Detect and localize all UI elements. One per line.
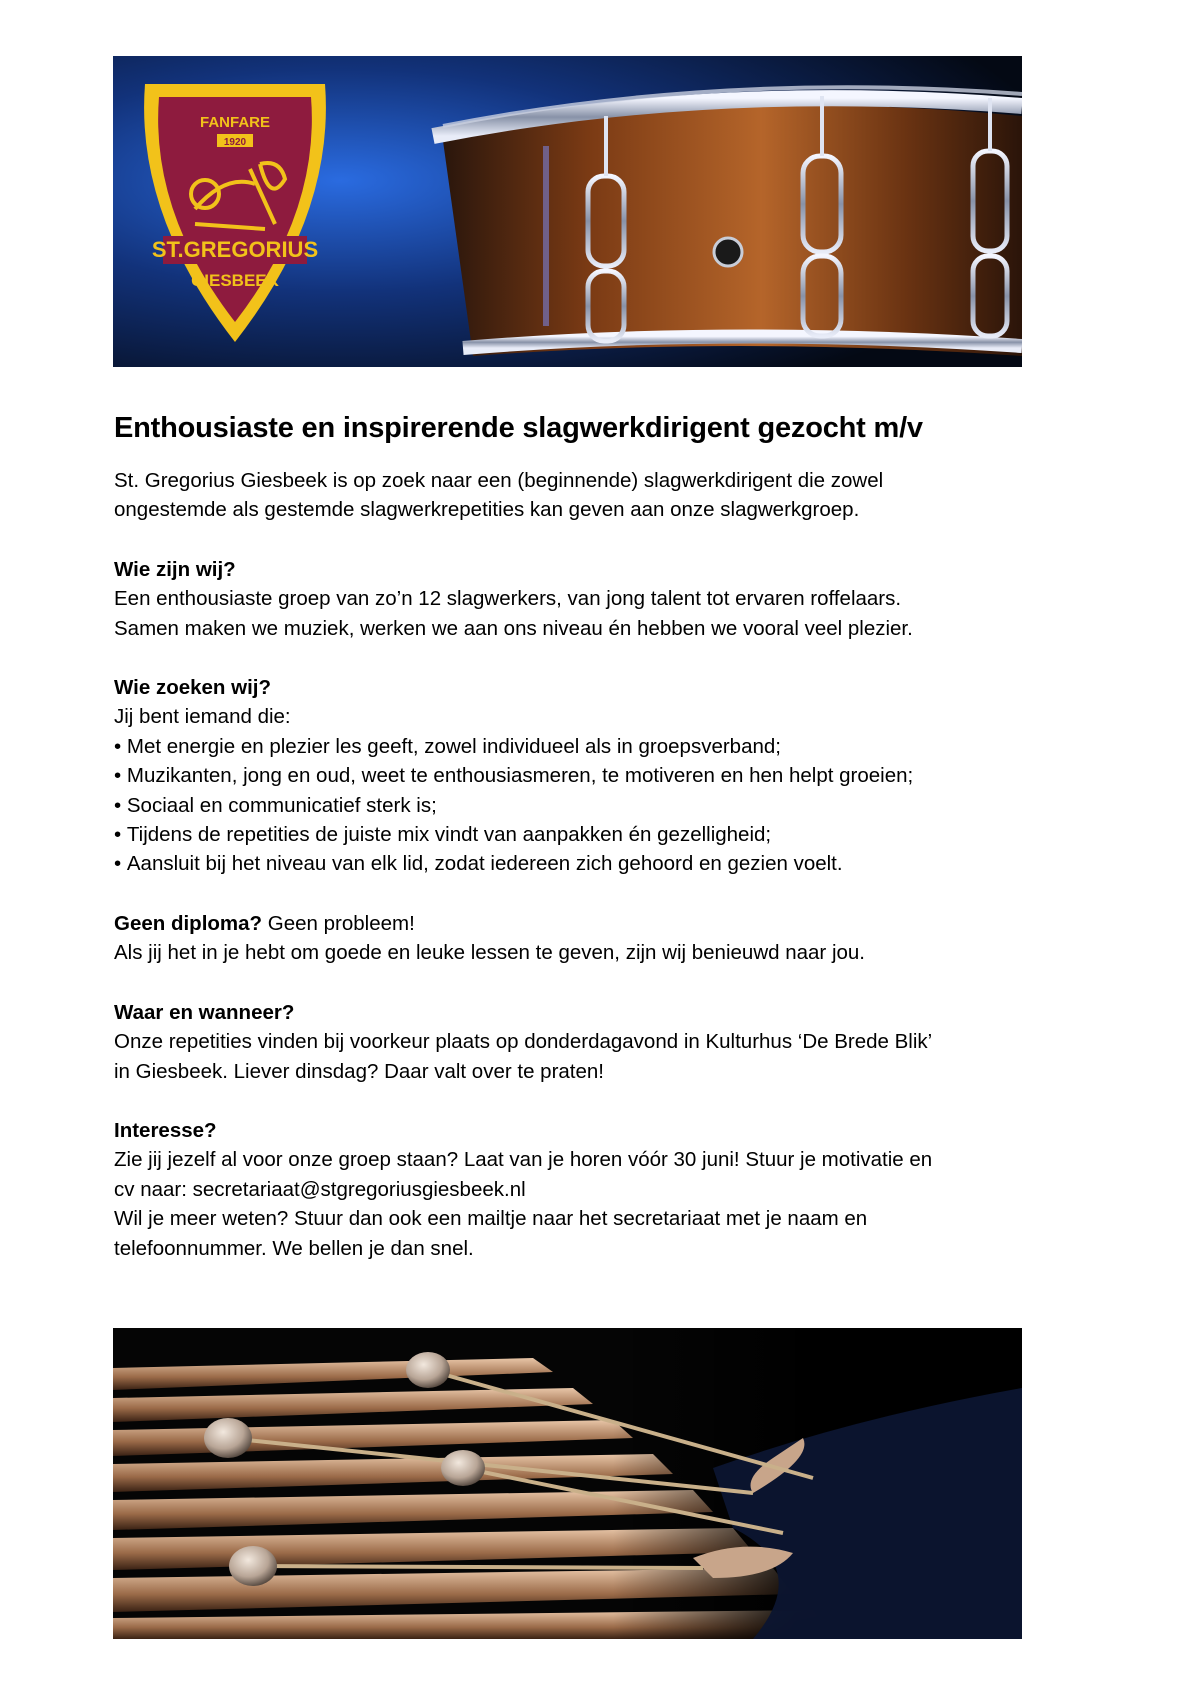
- interest-section: Interesse? Zie jij jezelf al voor onze groep staan? Laat van je horen vóór 30 juni! Stuur je motivatie en cv naar: secretariaat@stgregoriusgiesbeek.nl Wil je meer weten? Stuur dan ook een mailtje naar het secretariaat met je naam en telefoonnummer. We bellen je dan snel.: [114, 1116, 1014, 1263]
- list-item: • Tijdens de repetities de juiste mix vindt van aanpakken én gezelligheid;: [114, 820, 1014, 849]
- list-item: • Muzikanten, jong en oud, weet te enthousiasmeren, te motiveren en hen helpt groeien;: [114, 761, 1014, 790]
- list-item: • Sociaal en communicatief sterk is;: [114, 791, 1014, 820]
- vacancy-text: [114, 400, 1014, 1293]
- list-item: • Met energie en plezier les geeft, zowel individueel als in groepsverband;: [114, 732, 1014, 761]
- who-we-seek-section: Wie zoeken wij? Jij bent iemand die: • Met energie en plezier les geeft, zowel individueel als in groepsverband; • Muzikanten, jong en oud, weet te enthousiasmeren, te motiveren en hen helpt groeien; • Sociaal en communicatief sterk is; • Tijdens de repetities de juiste mix vindt van aanpakken én gezelligheid; • Aansluit bij het niveau van elk lid, zodat iedereen zich gehoord en gezien voelt.: [114, 673, 1014, 879]
- list-item: • Aansluit bij het niveau van elk lid, zodat iedereen zich gehoord en gezien voelt.: [114, 849, 1014, 878]
- intro-paragraph: St. Gregorius Giesbeek is op zoek naar een (beginnende) slagwerkdirigent die zowel ongestemde als gestemde slagwerkrepetities kan geven aan onze slagwerkgroep.: [114, 469, 884, 522]
- diploma-section: Geen diploma? Geen probleem! Als jij het in je hebt om goede en leuke lessen te geven, zijn wij benieuwd naar jou.: [114, 911, 865, 965]
- where-when-section: Waar en wanneer? Onze repetities vinden bij voorkeur plaats op donderdagavond in Kulturhus ‘De Brede Blik’ in Giesbeek. Liever dinsdag? Daar valt over te praten!: [114, 998, 1014, 1086]
- section-heading: Wie zoeken wij?: [114, 676, 272, 700]
- who-we-are-section: Wie zijn wij? Een enthousiaste groep van zo’n 12 slagwerkers, van jong talent tot ervaren roffelaars. Samen maken we muziek, werken we aan ons niveau én hebben we vooral veel plezier.: [114, 555, 1014, 643]
- marimba-photo: [113, 1328, 1022, 1639]
- st-gregorius-logo: [125, 64, 345, 354]
- section-heading: Waar en wanneer?: [114, 1000, 295, 1024]
- page-title: Enthousiaste en inspirerende slagwerkdirigent gezocht m/v: [114, 412, 923, 444]
- logo-year-text: 1920: [223, 137, 247, 148]
- logo-fanfare-text: FANFARE: [199, 114, 271, 131]
- section-heading: Interesse?: [114, 1118, 217, 1142]
- section-heading: Wie zijn wij?: [114, 557, 236, 581]
- logo-name-text: ST.GREGORIUS: [151, 237, 319, 262]
- contact-email[interactable]: cv naar: secretariaat@stgregoriusgiesbeek.nl: [114, 1177, 526, 1201]
- logo-place-text: GIESBEEK: [191, 271, 279, 290]
- marimba-image: [113, 1328, 1022, 1639]
- header-banner-image: [113, 56, 1022, 367]
- section-heading: Geen diploma?: [114, 911, 263, 935]
